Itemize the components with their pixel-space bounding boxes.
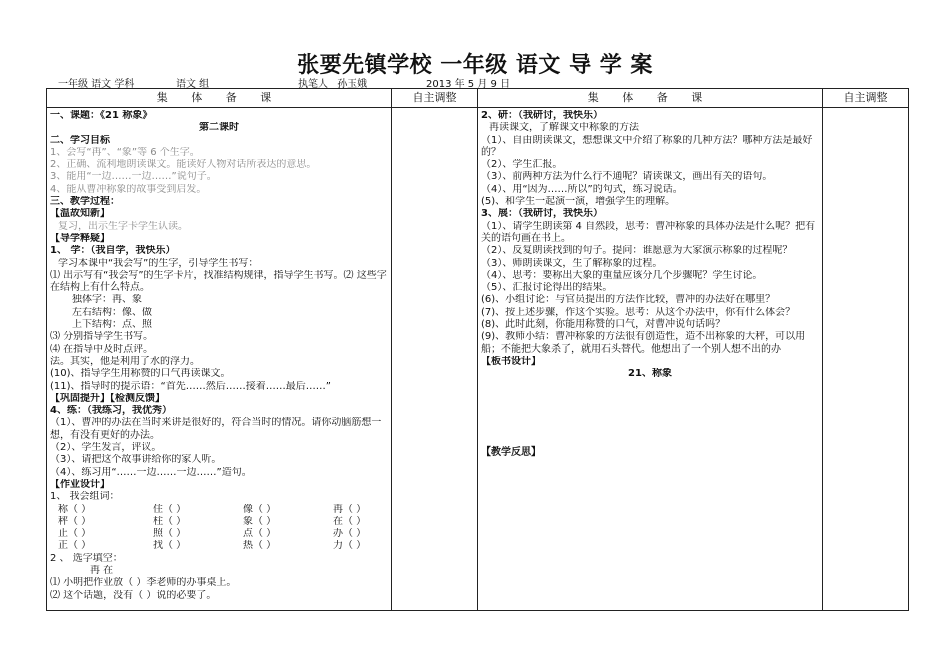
word-blank: 像（ ） <box>243 503 277 515</box>
word-blank: 热（ ） <box>243 540 277 552</box>
text-line: (10)、指导学生用称赞的口气再读课文。 <box>50 368 231 380</box>
right-lines <box>481 110 819 381</box>
text-line: 1、会写“再”、“象”等 6 个生字。 <box>50 146 200 158</box>
text-line: 4、能从曹冲称象的故事受到启发。 <box>50 183 207 195</box>
text-line: 二、学习目标 <box>50 134 110 146</box>
text-line: ⑴ 出示写有“我会写”的生字卡片，找准结构规律，指导学生书写。⑵ 这些字在结构上有什么特点。 <box>50 269 387 294</box>
lesson-plan-table <box>46 88 909 611</box>
text-line: 【巩固提升】【检测反馈】 <box>50 392 165 404</box>
text-line: 学习本课中“我会写”的生字，引导学生书写： <box>58 257 259 269</box>
word-blank: 再（ ） <box>333 503 367 515</box>
col-header-collective-right: 集 体 备 课 <box>478 89 823 108</box>
text-line: （3）、请把这个故事讲给你的家人听。 <box>50 454 222 466</box>
text-line: （4）、思考：要称出大象的重量应该分几个步骤呢？学生讨论。 <box>481 269 763 281</box>
text-line: 3、能用“一边……一边……”说句子。 <box>50 171 217 183</box>
text-line: ⑴ 小明把作业放（ ）李老师的办事桌上。 <box>50 577 237 589</box>
left-content-cell <box>47 108 392 611</box>
text-line: 独体字：再、象 <box>72 294 142 306</box>
text-line: （2）、学生发言，评议。 <box>50 442 162 454</box>
text-line: 左右结构：像、做 <box>72 306 152 318</box>
text-line: 2 、 选字填空： <box>50 552 123 564</box>
text-line: (5)、和学生一起演一演，增强学生的理解。 <box>481 196 676 208</box>
word-blank: 象（ ） <box>243 515 277 527</box>
text-line: （1）、曹冲的办法在当时来讲是很好的，符合当时的情况。请你动脑筋想一想，有没有更好的办法。 <box>50 417 382 441</box>
col-header-collective-left: 集 体 备 课 <box>47 89 392 108</box>
text-line: ⑶ 分别指导学生书写。 <box>50 331 154 343</box>
text-line: 4、练：（我练习，我优秀） <box>50 405 172 417</box>
author-label: 执笔人 <box>298 79 328 90</box>
text-line: 1、 我会组词： <box>50 491 120 503</box>
text-line: 一、课题：《21 称象》 <box>50 110 153 121</box>
text-line: 三、教学过程： <box>50 196 120 208</box>
text-line: (6)、小组讨论：与官员提出的方法作比较，曹冲的办法好在哪里？ <box>481 294 776 306</box>
word-blank: 在（ ） <box>333 515 367 527</box>
text-line: ⑷ 在指导中及时点评。 <box>50 343 154 355</box>
text-line: 再读课文，了解课文中称象的方法 <box>489 122 639 134</box>
text-line: （4）、用“因为……所以”的句式，练习说话。 <box>481 183 683 195</box>
col-header-adjust-right: 自主调整 <box>823 89 909 108</box>
word-blank: 秤（ ） <box>58 515 92 527</box>
text-line: 【作业设计】 <box>50 478 110 490</box>
text-line: （2）、学生汇报。 <box>481 159 563 171</box>
word-blank: 住（ ） <box>153 503 187 515</box>
teaching-reflection: 【教学反思】 <box>481 446 541 458</box>
left-adjust-cell[interactable] <box>392 108 478 611</box>
text-line: （1）、自由朗读课文，想想课文中介绍了称象的几种方法？哪种方法是最好的？ <box>481 134 813 158</box>
word-blank: 柱（ ） <box>153 515 187 527</box>
text-line: （5）、汇报讨论得出的结果。 <box>481 282 613 294</box>
word-grid <box>50 504 388 553</box>
word-blank: 止（ ） <box>58 528 92 540</box>
word-blank: 正（ ） <box>58 540 92 552</box>
text-line: ⑵ 这个话题，没有（ ）说的必要了。 <box>50 589 217 601</box>
text-line: (7)、按上述步骤，作这个实验。思考：从这个办法中，你有什么体会？(8)、此时此刻，你能用称赞的口气，对曹冲说句话吗？ <box>481 306 796 331</box>
text-line: 【板书设计】 <box>481 355 541 367</box>
text-line: 21、称象 <box>628 368 672 380</box>
word-blank: 力（ ） <box>333 540 367 552</box>
text-line: （1）、请学生朗读第 4 自然段，思考：曹冲称象的具体办法是什么呢？把有关的语句画在书上。 <box>481 220 816 244</box>
page-title: 张要先镇学校 一年级 语文 导 学 案 <box>297 53 653 78</box>
text-line: 复习，出示生字卡学生认读。 <box>58 220 188 232</box>
group-name: 语文 组 <box>176 79 210 90</box>
right-adjust-cell[interactable] <box>823 108 909 611</box>
text-line: （2）、反复朗读找到的句子。提问：谁愿意为大家演示称象的过程呢？ <box>481 245 793 257</box>
text-line: （3）、师朗读课文，生了解称象的过程。 <box>481 257 663 269</box>
text-line: 再 在 <box>90 564 114 576</box>
text-line: 法。其实，他是利用了水的浮力。 <box>50 355 200 367</box>
date: 2013 年 5 月 9 日 <box>426 79 511 90</box>
author-name: 孙玉娥 <box>337 79 368 90</box>
word-blank: 点（ ） <box>243 528 277 540</box>
text-line: 2、研：（我研讨，我快乐） <box>481 110 603 121</box>
left-lines <box>50 110 388 504</box>
text-line: （3）、前两种方法为什么行不通呢？请读课文，画出有关的语句。 <box>481 171 773 183</box>
text-line: 1、 学：（我自学，我快乐） <box>50 245 176 257</box>
grade-subject: 一年级 语文 学科 <box>58 79 135 90</box>
text-line: 【温故知新】 <box>50 208 110 220</box>
text-line: （4）、练习用“……一边……一边……”造句。 <box>50 466 252 478</box>
text-line: 3、展：（我研讨，我快乐） <box>481 208 603 220</box>
left-tail <box>50 553 388 602</box>
word-blank: 办（ ） <box>333 528 367 540</box>
word-blank: 找（ ） <box>153 540 187 552</box>
col-header-adjust-left: 自主调整 <box>392 89 478 108</box>
text-line: 2、正确、流利地朗读课文。能读好人物对话所表达的意思。 <box>50 159 317 171</box>
word-blank: 称（ ） <box>58 503 92 515</box>
text-line: 【导学释疑】 <box>50 232 110 244</box>
word-blank: 照（ ） <box>153 528 187 540</box>
text-line: (9)、教师小结：曹冲称象的方法很有创造性，造不出称象的大秤，可以用船；不能把大象杀了，就用石头替代。他想出了一个别人想不出的办 <box>481 331 806 355</box>
right-content-cell <box>478 108 823 611</box>
text-line: (11)、指导时的提示语：“首先……然后……接着……最后……” <box>50 380 331 392</box>
text-line: 上下结构：点、照 <box>72 319 152 331</box>
text-line: 第二课时 <box>199 122 239 134</box>
